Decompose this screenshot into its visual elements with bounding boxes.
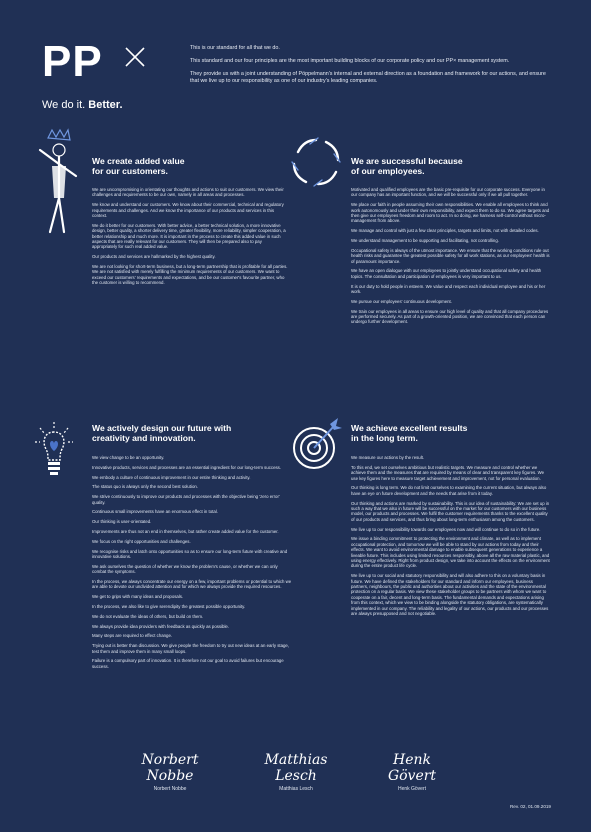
section-body-employees: [351, 187, 551, 329]
slogan-plain: We do it.: [42, 99, 86, 111]
ppx-logo: [42, 37, 103, 86]
paragraph: We know and understand our customers. We know about their commercial, technical and regulatory requirements and challenges. And we know the importance of our products and services in this context.: [92, 202, 284, 219]
intro-paragraph: This standard and our four principles are the most important building blocks of our corporate policy and our PP× management system.: [190, 58, 510, 64]
revision-label: Rev. 02, 01.09.2019: [509, 804, 551, 809]
paragraph: Motivated and qualified employees are the basic pre-requisite for our corporate success. Everyone in our company has an important function, and we will be successful only if we all pull together.: [351, 187, 545, 198]
section-title-results: [351, 423, 551, 443]
paragraph: Failure is a compulsory part of innovation. It is therefore not our goal to avoid failures but encourage success.: [92, 658, 284, 669]
signature-name: Norbert Nobbe: [153, 786, 187, 792]
paragraph: We pursue our employees' continuous development.: [351, 298, 452, 304]
intro-text: [190, 45, 550, 91]
title-line: for our customers.: [92, 166, 168, 176]
crowned-person-icon: [34, 128, 82, 238]
title-line: We are successful because: [351, 156, 463, 166]
paragraph: We live up to our social and statutory responsibility and will also adhere to this on a voluntary basis in future. We have defined the stakeholders for our standard and inform our employees, business partners, neighbours, the public and authorities about our activities and the state of the environmental protection on a regular basis. We view these stakeholder groups to be partners with whom we want to cooperate on a fair, decent and long-term basis. The fundamental demands and expectations arising from this context, which we view to be binding alongside the statutory obligations, are systematically implemented in our company. The reliability and legality of our actions, our products and our processes are always presupposed and not negotiable.: [351, 573, 549, 617]
paragraph: In the process, we also like to give serendipity the greatest possible opportunity.: [92, 603, 246, 609]
paragraph: Our products and services are hallmarked by the highest quality.: [92, 254, 216, 260]
paragraph: We train our employees in all areas to ensure our high level of quality and that all company procedures are performed securely. As part of a growth-oriented position, we are convinced that each person can undergo further development.: [351, 308, 549, 325]
section-title-future: [92, 423, 292, 443]
paragraph: We view change to be an opportunity.: [92, 455, 165, 460]
section-title-employees: [351, 156, 551, 176]
signature-block: [130, 752, 210, 792]
paragraph: It is our duty to hold people in esteem. We value and respect each individual employee and his or her work.: [351, 283, 546, 295]
paragraph: The status quo is always only the second best solution.: [92, 484, 198, 490]
paragraph: We place our faith in people assuming their own responsibilities. We enable all employees to think and work autonomously and under their own responsibility, and expect them to do so. We agree targets and then give our employees freedom and room to act. In so doing, we harness self-control without micro-management from above.: [351, 202, 550, 224]
paragraph: We have an open dialogue with our employees to jointly understand occupational safety and health topics. The consultation and participation of employees is very important to us.: [351, 268, 542, 279]
paragraph: We recognise risks and latch onto opportunities so as to ensure our long-term future with creative and innovative solutions.: [92, 548, 288, 559]
paragraph: Occupational safety is always of the utmost importance. We ensure that the working conditions rule out health risks and guarantee the greatest possible safety for all work stations, as our employees' health is of paramount importance.: [351, 247, 550, 264]
target-arrow-icon: [290, 416, 346, 472]
hands-circle-icon: [288, 134, 344, 190]
slogan-bold: Better.: [88, 99, 123, 111]
section-body-results: [351, 455, 551, 621]
paragraph: Innovative products, services and processes are an essential ingredient for our long-term success.: [92, 464, 282, 470]
paragraph: We always provide idea providers with feedback as quickly as possible.: [92, 623, 230, 629]
title-line: in the long term.: [351, 433, 418, 443]
paragraph: We strive continuously to improve our products and processes with the objective being 'zero error' quality.: [92, 494, 280, 505]
paragraph: We get to grips with many ideas and proposals.: [92, 594, 184, 600]
title-line: We create added value: [92, 156, 185, 166]
paragraph: We issue a binding commitment to protecting the environment and climate, as well as to implement occupational protection, and tomorrow we will be able to stand by our actions from today and their effects. We want to avoid environmental damage to enable subsequent generations to experience a liveable future. This includes using limited resources responsibly, above all the raw material plastic, and using energy effectively. Right from product design, we take into account the effects on the environment during the entire product life cycle.: [351, 536, 550, 569]
paragraph: We manage and control with just a few clear principles, targets and limits, not with detailed codes.: [351, 228, 539, 234]
title-line: We achieve excellent results: [351, 423, 468, 433]
signature-script: Norbert Nobbe: [141, 752, 199, 784]
paragraph: We live up to our responsibility towards our employees now and will continue to do so in the future.: [351, 526, 541, 532]
title-line: of our employees.: [351, 166, 425, 176]
paragraph: We do not evaluate the ideas of others, but build on them.: [92, 613, 204, 619]
signature-script: Matthias Lesch: [264, 752, 328, 784]
intro-paragraph: They provide us with a joint understanding of Pöppelmann's internal and external direction as a foundation and framework for our actions, and ensure that we live up to our responsibility as one of our industry's leading companies.: [190, 71, 546, 84]
paragraph: We understand management to be supporting and facilitating, not controlling.: [351, 238, 499, 244]
paragraph: Continuous small improvements have an enormous effect in total.: [92, 509, 218, 515]
paragraph: To this end, we set ourselves ambitious but realistic targets. We measure and control whether we achieve them and the measures that are required by means of clear and transparent key figures. We use key figures here to measure target achievement and improvement, not for personal evaluation.: [351, 464, 545, 481]
paragraph: Improvements are thus not an end in themselves, but rather create added value for the customer.: [92, 528, 279, 534]
logo-x-mark: [124, 46, 146, 68]
paragraph: Many steps are required to effect change.: [92, 633, 173, 639]
paragraph: We ask ourselves the question of whether we know the problem's cause, or whether we can only combat the symptoms.: [92, 563, 278, 575]
paragraph: We focus on the right opportunities and challenges.: [92, 538, 191, 544]
light-bulb-icon: [34, 420, 74, 480]
signature-name: Matthias Lesch: [279, 786, 313, 792]
paragraph: In the process, we always concentrate our energy on a few, important problems or potential to which we are able to devote our undivided attention and for which we always provide the required resources.: [92, 578, 292, 590]
signature-script: Henk Gövert: [387, 752, 437, 784]
section-title-customers: [92, 156, 282, 176]
paragraph: We measure our actions by the result.: [351, 455, 425, 460]
signature-block: [372, 752, 452, 792]
logo-text: PP: [42, 37, 103, 86]
paragraph: Our thinking and actions are marked by sustainability. This is our idea of sustainability: We are set up in such a way that we also in future will be successful on the market for our customers with our business model, our products and processes. We fulfil the customer requirements thanks to the excellent quality of our products and services, and thus bring about long-term enthusiasm among the customers.: [351, 500, 550, 522]
paragraph: We do it better for our customers. With better advice, a better technical solution, a more innovative design, better quality, a shorter delivery time, greater flexibility, more reliability, simpler cooperation, a better relationship and much more. It is important in the process to create this added value in such aspects that are really relevant for our customers. They will then be prepared also to pay appropriately for such real added value.: [92, 222, 286, 250]
title-line: We actively design our future with: [92, 423, 232, 433]
signature-name: Henk Gövert: [397, 786, 427, 792]
intro-paragraph: This is our standard for all that we do.: [190, 45, 280, 51]
section-body-future: [92, 455, 292, 674]
paragraph: We embody a culture of continuous improvement in our entire thinking and activity.: [92, 474, 251, 480]
signature-block: [256, 752, 336, 792]
paragraph: Trying out is better than discussion. We give people the freedom to try out new ideas at an early stage, test them and improve them in many small loops.: [92, 643, 290, 654]
paragraph: Our thinking is user-orientated.: [92, 519, 152, 525]
section-body-customers: [92, 187, 288, 290]
title-line: creativity and innovation.: [92, 433, 196, 443]
paragraph: We are uncompromising in orientating our thoughts and actions to suit our customers. We view their challenges and requirements to be our own, namely in all areas and processes.: [92, 187, 284, 198]
paragraph: Our thinking is long term. We do not limit ourselves to examining the current situation, but always also have an eye on future development and the needs that arise from it today.: [351, 485, 547, 496]
slogan: [42, 99, 123, 111]
paragraph: We are not looking for short-term business, but a long-term partnership that is profitable for all parties. We are not satisfied with merely fulfilling the minimum requirements of our customers. We want to exceed our customers' requirements and expectations, and be our customer's favourite partner, who the customer is willing to recommend.: [92, 264, 288, 286]
